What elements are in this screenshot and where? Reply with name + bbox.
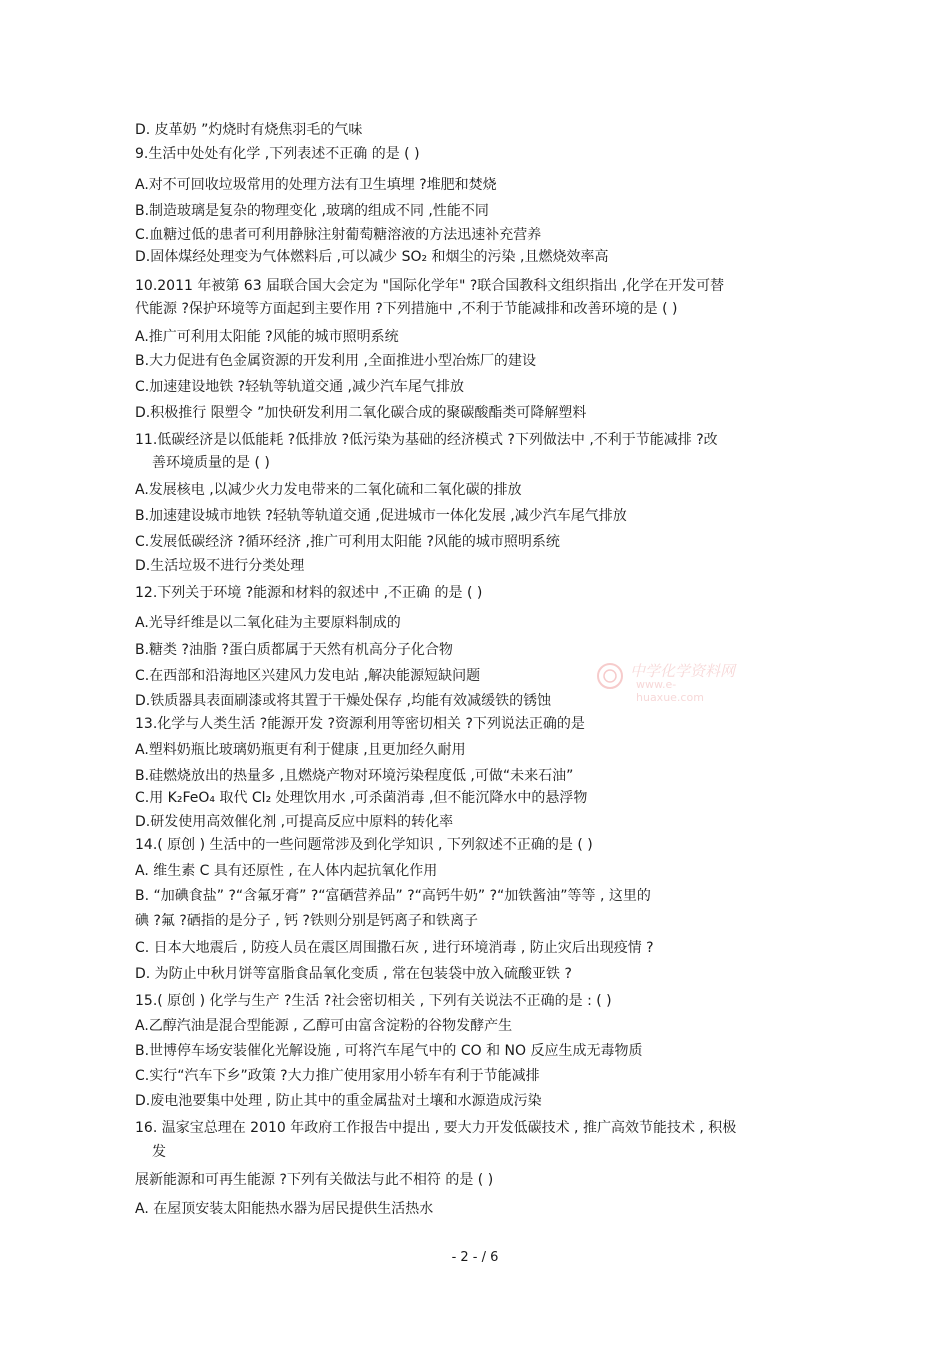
option-14a: A. 维生素 C 具有还原性 , 在人体内起抗氧化作用	[135, 863, 438, 879]
question-10: 10.2011 年被第 63 届联合国大会定为 "国际化学年" ?联合国教科文组织指出 ,化学在开发可替	[135, 278, 725, 294]
option-13a: A.塑料奶瓶比玻璃奶瓶更有利于健康 ,且更加经久耐用	[135, 742, 466, 758]
question-16-wrap: 发	[152, 1144, 166, 1160]
option-10c: C.加速建设地铁 ?轻轨等轨道交通 ,减少汽车尾气排放	[135, 379, 465, 395]
option-11d: D.生活垃圾不进行分类处理	[135, 558, 305, 574]
text-line: D. 皮革奶 ”灼烧时有烧焦羽毛的气味	[135, 122, 363, 138]
question-14: 14.( 原创 ) 生活中的一些问题常涉及到化学知识 , 下列叙述不正确的是 ( )	[135, 837, 593, 853]
option-12d: D.铁质器具表面刷漆或将其置于干燥处保存 ,均能有效减缓铁的锈蚀	[135, 693, 552, 709]
watermark-seal-icon	[596, 662, 624, 690]
option-12c: C.在西部和沿海地区兴建风力发电站 ,解决能源短缺问题	[135, 668, 481, 684]
option-9a: A.对不可回收垃圾常用的处理方法有卫生填埋 ?堆肥和焚烧	[135, 177, 497, 193]
page-number: - 2 - / 6	[451, 1250, 499, 1265]
option-12a: A.光导纤维是以二氧化硅为主要原料制成的	[135, 615, 401, 631]
option-9c: C.血糖过低的患者可利用静脉注射葡萄糖溶液的方法迅速补充营养	[135, 227, 542, 243]
option-10b: B.大力促进有色金属资源的开发利用 ,全面推进小型冶炼厂的建设	[135, 353, 536, 369]
watermark-url: www.e-huaxue.com	[636, 678, 704, 704]
option-13d: D.研发使用高效催化剂 ,可提高反应中原料的转化率	[135, 814, 454, 830]
question-13: 13.化学与人类生活 ?能源开发 ?资源利用等密切相关 ?下列说法正确的是	[135, 716, 585, 732]
option-9b: B.制造玻璃是复杂的物理变化 ,玻璃的组成不同 ,性能不同	[135, 203, 489, 219]
option-11b: B.加速建设城市地铁 ?轻轨等轨道交通 ,促进城市一体化发展 ,减少汽车尾气排放	[135, 508, 627, 524]
option-13c: C.用 K₂FeO₄ 取代 Cl₂ 处理饮用水 ,可杀菌消毒 ,但不能沉降水中的悬浮物	[135, 790, 588, 806]
option-11c: C.发展低碳经济 ?循环经济 ,推广可利用太阳能 ?风能的城市照明系统	[135, 534, 560, 550]
option-12b: B.糖类 ?油脂 ?蛋白质都属于天然有机高分子化合物	[135, 642, 453, 658]
question-16-cont: 展新能源和可再生能源 ?下列有关做法与此不相符 的是 ( )	[135, 1172, 494, 1188]
option-16a: A. 在屋顶安装太阳能热水器为居民提供生活热水	[135, 1201, 434, 1217]
question-11-cont: 善环境质量的是 ( )	[152, 455, 270, 471]
option-14c: C. 日本大地震后 , 防疫人员在震区周围撒石灰 , 进行环境消毒 , 防止灾后出现疫情 ?	[135, 940, 654, 956]
option-15c: C.实行“汽车下乡”政策 ?大力推广使用家用小轿车有利于节能减排	[135, 1068, 540, 1084]
option-15b: B.世博停车场安装催化光解设施 , 可将汽车尾气中的 CO 和 NO 反应生成无毒物质	[135, 1043, 643, 1059]
option-14b: B. “加碘食盐” ?“含氟牙膏” ?“富硒营养品” ?“高钙牛奶” ?“加铁酱油”等等 , 这里的	[135, 888, 651, 904]
option-11a: A.发展核电 ,以减少火力发电带来的二氧化硫和二氧化碳的排放	[135, 482, 522, 498]
watermark-title: 中学化学资料网	[630, 662, 736, 680]
question-16: 16. 温家宝总理在 2010 年政府工作报告中提出 , 要大力开发低碳技术 , 推广高效节能技术 , 积极	[135, 1120, 737, 1136]
option-10a: A.推广可利用太阳能 ?风能的城市照明系统	[135, 329, 399, 345]
question-15: 15.( 原创 ) 化学与生产 ?生活 ?社会密切相关 , 下列有关说法不正确的是 : ( )	[135, 993, 612, 1009]
option-14b-cont: 碘 ?氟 ?硒指的是分子 , 钙 ?铁则分别是钙离子和铁离子	[135, 913, 478, 929]
option-9d: D.固体煤经处理变为气体燃料后 ,可以减少 SO₂ 和烟尘的污染 ,且燃烧效率高	[135, 249, 609, 265]
option-13b: B.硅燃烧放出的热量多 ,且燃烧产物对环境污染程度低 ,可做“未来石油”	[135, 768, 574, 784]
question-12: 12.下列关于环境 ?能源和材料的叙述中 ,不正确 的是 ( )	[135, 585, 483, 601]
question-11: 11.低碳经济是以低能耗 ?低排放 ?低污染为基础的经济模式 ?下列做法中 ,不利于节能减排 ?改	[135, 432, 718, 448]
option-10d: D.积极推行 限塑令 ”加快研发利用二氧化碳合成的聚碳酸酯类可降解塑料	[135, 405, 587, 421]
option-14d: D. 为防止中秋月饼等富脂食品氧化变质 , 常在包装袋中放入硫酸亚铁 ?	[135, 966, 572, 982]
question-9: 9.生活中处处有化学 ,下列表述不正确 的是 ( )	[135, 146, 420, 162]
question-10-cont: 代能源 ?保护环境等方面起到主要作用 ?下列措施中 ,不利于节能减排和改善环境的是 ( )	[135, 301, 678, 317]
option-15d: D.废电池要集中处理 , 防止其中的重金属盐对土壤和水源造成污染	[135, 1093, 542, 1109]
option-15a: A.乙醇汽油是混合型能源 , 乙醇可由富含淀粉的谷物发酵产生	[135, 1018, 513, 1034]
watermark-logo	[596, 660, 736, 704]
